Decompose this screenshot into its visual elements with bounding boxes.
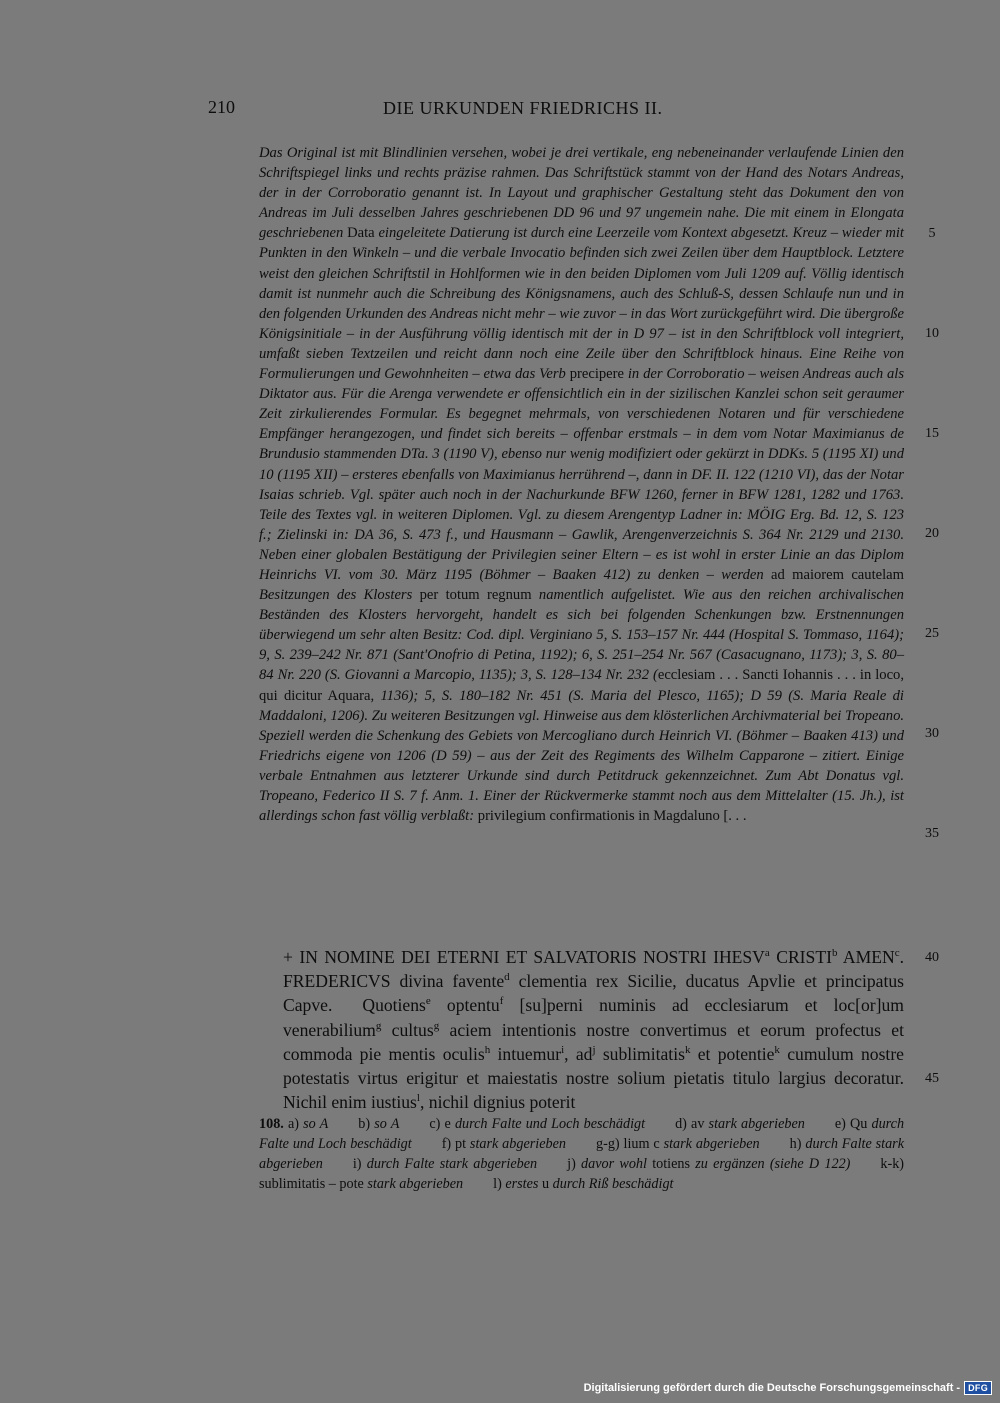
- commentary-text: namentlich aufgelistet. Wie aus den reichen archivalischen Beständen des Klosters hervorgeht, handelt es sich bei folgenden Schenkungen bzw. Erstnennungen überwiegend um sehr alten Besitz: Cod. dipl. Verginiano 5, S. 153–157 Nr. 444 (Hospital S. Tommaso, 1164); 9, S. 239–242 Nr. 871 (Sant'Onofrio di Petina, 1192); 6, S. 251–254 Nr. 567 (Casacugnano, 1173); 3, S. 80–84 Nr. 220 (S. Giovanni a Marcopio, 1135); 3, S. 128–134 Nr. 232 (: [259, 587, 904, 684]
- footnote-mark: f: [499, 995, 504, 1008]
- note-siglum: l): [493, 1176, 502, 1192]
- footnote-mark: h: [484, 1043, 491, 1056]
- line-number: 35: [925, 826, 939, 841]
- charter-text-run: intuemur: [497, 1043, 562, 1064]
- note-d: [675, 1116, 805, 1132]
- footnote-mark: j: [592, 1043, 596, 1056]
- note-a: [288, 1116, 328, 1132]
- footnote-paragraph: [259, 1114, 904, 1194]
- note-siglum: b): [358, 1116, 371, 1132]
- line-number-margin: [920, 0, 950, 1403]
- note-comment: so A: [303, 1116, 329, 1132]
- note-siglum: g-g) lium c: [596, 1136, 660, 1152]
- line-number: 25: [925, 626, 939, 641]
- note-j: [567, 1156, 850, 1172]
- funding-text: Digitalisierung gefördert durch die Deutsche Forschungsgemeinschaft -: [583, 1382, 961, 1394]
- note-comment: durch Falte stark abgerieben: [259, 1136, 904, 1172]
- line-number: 30: [925, 726, 939, 741]
- dfg-logo: DFG: [964, 1381, 992, 1395]
- note-c: [429, 1116, 645, 1132]
- commentary-text: 1136); 5, S. 180–182 Nr. 451 (S. Maria del Plesco, 1165); D 59 (S. Maria Reale di Maddaloni, 1206). Zu weiteren Besitzungen vgl. Hinweise aus dem klösterlichen Archivmaterial bei Tropeano. Speziell werden die Schenkung des Gebiets von Mercogliano durch Heinrich VI. (Böhmer – Baaken 413) und Friedrichs eigene von 1206 (D 59) – aus der Zeit des Regiments des Wilhelm Capparone – zitiert. Einige verbale Entnahmen aus letzterer Urkunde sind durch Petitdruck gekennzeichnet. Zum Abt Donatus vgl. Tropeano, Federico II S. 7 f. Anm. 1. Einer der Rückvermerke stammt noch aus dem Mittelalter (15. Jh.), ist allerdings schon fast völlig verblaßt:: [259, 687, 905, 825]
- line-number: 20: [925, 526, 939, 541]
- note-siglum: c) e: [429, 1116, 451, 1132]
- charter-text-run: , ad: [564, 1043, 593, 1064]
- line-number: 10: [925, 326, 939, 341]
- note-comment: stark abgerieben: [469, 1136, 566, 1152]
- footnote-mark: k: [774, 1043, 780, 1056]
- note-f: [442, 1136, 566, 1152]
- note-siglum: d) av: [675, 1116, 705, 1132]
- footnotes: [259, 1114, 904, 1194]
- commentary-quote: ad maiorem cautelam: [771, 566, 904, 583]
- note-comment: so A: [374, 1116, 400, 1132]
- note-siglum: f) pt: [441, 1136, 467, 1152]
- page-header: [0, 97, 1000, 127]
- line-number: 40: [925, 950, 939, 965]
- charter-text-run: . FREDERICVS divina favente: [283, 947, 904, 992]
- note-siglum: a): [287, 1116, 299, 1132]
- note-quote: u: [542, 1176, 550, 1192]
- running-title: DIE URKUNDEN FRIEDRICHS II.: [383, 98, 663, 118]
- footnote-mark: k: [684, 1043, 691, 1056]
- footnote-mark: b: [831, 947, 838, 960]
- charter-text-run: cumulum nostre potestatis virtus erigitur et maiestatis nostre solium pietatis titulo largius decoratur. Nichil enim iustius: [283, 1043, 904, 1113]
- commentary-text: Besitzungen des Klosters: [259, 587, 413, 604]
- footnote-mark: a: [764, 947, 770, 960]
- commentary-quote: precipere: [569, 366, 624, 383]
- charter-text-run: cultus: [391, 1019, 434, 1040]
- commentary-text: Das Original ist mit Blindlinien versehen, wobei je drei vertikale, eng nebeneinander verlaufende Linien den Schriftspiegel links und rechts präzise rahmen. Das Schriftstück stammt von der Hand des Notars Andreas, der in der Corroboratio genannt ist. In Layout und graphischer Gestaltung steht das Dokument den von Andreas im Juli desselben Jahres geschriebenen DD 96 und 97 ungemein nahe. Die mit einem in Elongata geschriebenen: [259, 145, 904, 242]
- charter-text-run: [su]perni numinis ad ecclesiarum et loc[or]um venerabilium: [283, 995, 904, 1040]
- note-comment: durch Falte stark abgerieben: [366, 1156, 538, 1172]
- footnote-mark: i: [561, 1043, 565, 1056]
- commentary-text: eingeleitete Datierung ist durch eine Leerzeile vom Kontext abgesetzt. Kreuz – wieder mit Punkten in den Winkeln – und die verbale Invocatio befinden sich zwei Zeilen über dem Hauptblock. Letztere weist den gleichen Schriftstil in Hohlformen wie in den beiden Diplomen vom Juli 1209 auf. Völlig identisch damit ist nunmehr auch die Schreibung des Königsnamens, auch des Schluß-S, dessen Schlaufe nun und in den folgenden Urkunden des Andreas nicht mehr – wie zuvor – in das Wort zurückgeführt wird. Die übergroße Königsinitiale – in der Ausführung völlig identisch mit der in D 97 – ist in den Schriftblock voll integriert, umfaßt sieben Textzeilen und reicht dann noch eine Zeile über den Schriftblock hinaus. Eine Reihe von Formulierungen und Gewohnheiten – etwa das Verb: [259, 225, 904, 383]
- commentary-quote: privilegium confirmationis in Magdaluno [. . .: [477, 808, 747, 825]
- note-comment: durch Riß beschädigt: [552, 1176, 674, 1192]
- charter-text-run: et potentie: [697, 1043, 775, 1064]
- note-comment: stark abgerieben: [663, 1136, 760, 1152]
- commentary-block: [259, 143, 904, 826]
- charter-text-run: , nichil dignius poterit: [419, 1092, 576, 1113]
- note-l: [493, 1176, 673, 1192]
- note-siglum: k-k) sublimitatis – pote: [259, 1156, 905, 1192]
- note-siglum: e) Qu: [834, 1116, 868, 1132]
- note-siglum: h): [789, 1136, 802, 1152]
- footnote-mark: g: [433, 1019, 440, 1032]
- footnote-mark: d: [504, 971, 510, 984]
- footnote-mark: e: [425, 995, 431, 1008]
- charter-paragraph: [210, 945, 904, 1114]
- note-comment: stark abgerieben: [367, 1176, 464, 1192]
- charter-text-run: + IN NOMINE DEI ETERNI ET SALVATORIS NOSTRI IHESV: [283, 947, 765, 967]
- line-number: 5: [928, 226, 936, 241]
- note-comment: zu ergänzen (siehe D 122): [695, 1156, 851, 1172]
- charter-text-run: clementia rex Sicilie, ducatus Apvlie et principatus Capve.: [283, 971, 904, 1016]
- note-g: [596, 1136, 760, 1152]
- charter-text-run: CRISTI: [776, 947, 832, 967]
- note-comment: stark abgerieben: [708, 1116, 805, 1132]
- footnote-mark: g: [375, 1019, 382, 1032]
- note-siglum: i): [352, 1156, 362, 1172]
- note-comment: durch Falte und Loch beschädigt: [259, 1116, 905, 1152]
- footnote-mark: l: [416, 1092, 420, 1105]
- note-i: [353, 1156, 537, 1172]
- note-quote: totiens: [652, 1156, 691, 1172]
- note-comment: davor wohl: [581, 1156, 647, 1172]
- note-siglum: j): [567, 1156, 576, 1172]
- commentary-quote: per totum regnum: [419, 587, 532, 604]
- footnote-mark: c: [894, 947, 900, 960]
- commentary-text: in der Corroboratio – weisen Andreas auch als Diktator aus. Für die Arenga verwendete er offensichtlich ein in der sizilischen Kanzlei schon seit geraumer Zeit zirkulierendes Formular. Es begegnet mehrmals, von verschiedenen Notaren und für verschiedene Empfänger herangezogen, und findet sich bereits – offenbar erstmals – in dem vom Notar Maximianus de Brundusio stammenden DTa. 3 (1190 V), ebenso nur wenig modifiziert oder gekürzt in DDKs. 5 (1195 XI) und 10 (1195 XII) – ersteres ebenfalls von Maximianus herrührend –, dann in DF. II. 122 (1210 VI), das der Notar Isaias schrieb. Vgl. später auch noch in der Nachurkunde BFW 1260, ferner in BFW 1281, 1282 und 1763. Teile des Textes vgl. in weiteren Diplomen. Vgl. zu diesem Arengentyp Ladner in: MÖIG Erg. Bd. 12, S. 123 f.; Zielinski in: DA 36, S. 473 f., und Hausmann – Gawlik, Arengenverzeichnis S. 364 Nr. 2129 und 2130. Neben einer globalen Bestätigung der Privilegien seiner Eltern – es ist wohl in erster Linie an das Diplom Heinrichs VI. vom 30. März 1195 (Böhmer – Baaken 412) zu denken – werden: [259, 366, 905, 583]
- charter-text-run: aciem intentionis nostre convertimus et eorum profectus et commoda pie mentis oculis: [283, 1019, 904, 1064]
- note-comment: erstes: [505, 1176, 539, 1192]
- charter-text: [210, 945, 904, 1114]
- line-number: 15: [925, 426, 939, 441]
- document-number: 108.: [259, 1116, 284, 1132]
- commentary-quote: Data: [347, 225, 375, 242]
- note-comment: durch Falte und Loch beschädigt: [454, 1116, 646, 1132]
- commentary-quote: ecclesiam . . . Sancti Iohannis . . . in loco, qui dicitur Aquara,: [259, 667, 905, 704]
- note-b: [358, 1116, 399, 1132]
- commentary-paragraph: [259, 143, 904, 826]
- charter-text-run: sublimitatis: [602, 1043, 685, 1064]
- line-number: 45: [925, 1071, 939, 1086]
- charter-text-run: Quotiens: [362, 995, 426, 1016]
- charter-text-run: AMEN: [842, 947, 895, 967]
- funding-footer: [584, 1379, 992, 1397]
- charter-text-run: optentu: [446, 995, 500, 1016]
- page-number: 210: [208, 97, 235, 117]
